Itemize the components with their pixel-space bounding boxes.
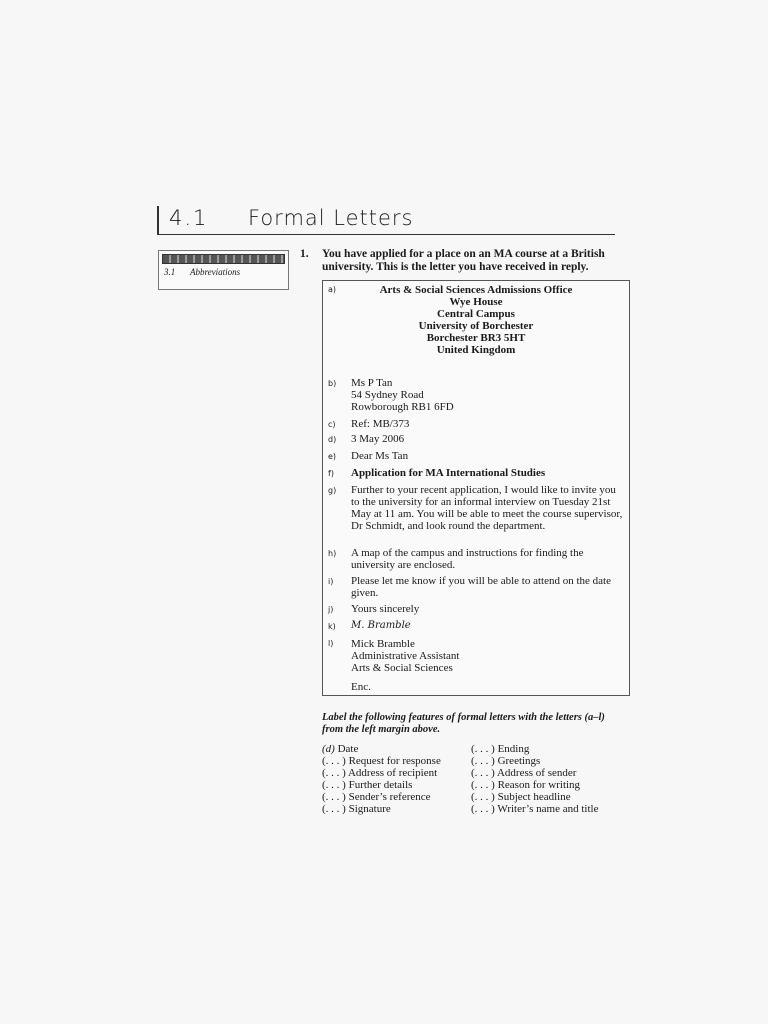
margin-label-k: k) <box>328 622 336 631</box>
cross-reference-box <box>158 250 289 290</box>
letter-date: 3 May 2006 <box>351 433 405 445</box>
sender-address-line: Central Campus <box>437 308 515 320</box>
question-text: You have applied for a place on an MA course at a British university. This is the letter you have received in reply. <box>322 248 605 273</box>
margin-label-c: c) <box>328 420 336 429</box>
option-left: (. . . ) Further details <box>322 779 413 791</box>
margin-label-d: d) <box>328 435 337 444</box>
option-left: (d) Date <box>322 743 359 755</box>
writer-name-line: Mick Bramble <box>351 638 415 650</box>
section-header <box>157 206 615 235</box>
option-left: (. . . ) Signature <box>322 803 391 815</box>
option-left: (. . . ) Address of recipient <box>322 767 438 779</box>
exercise-instruction: Label the following features of formal letters with the letters (a–l) from the left margin above. <box>322 712 605 735</box>
option-right: (. . . ) Subject headline <box>471 791 571 803</box>
sender-address-line: University of Borchester <box>418 320 534 332</box>
cross-reference-number: 3.1 <box>164 267 176 277</box>
letter-subject: Application for MA International Studies <box>351 467 546 479</box>
margin-label-f: f) <box>328 469 334 478</box>
recipient-address-line: Rowborough RB1 6FD <box>351 401 454 413</box>
sender-address-line: Wye House <box>449 296 503 308</box>
option-right: (. . . ) Address of sender <box>471 767 577 779</box>
section-number: 4.1 <box>169 206 209 230</box>
sample-letter <box>322 280 630 696</box>
enclosure-note: Enc. <box>351 681 371 693</box>
sender-address-line: Arts & Social Sciences Admissions Office <box>379 284 573 296</box>
option-left: (. . . ) Sender’s reference <box>322 791 431 803</box>
cross-reference-banner <box>162 254 285 264</box>
option-right: (. . . ) Writer’s name and title <box>471 803 599 815</box>
writer-name-title <box>351 638 623 674</box>
section-title: Formal Letters <box>248 206 414 230</box>
margin-label-a: a) <box>328 285 337 294</box>
letter-signature: M. Bramble <box>351 620 411 631</box>
sender-address-line: United Kingdom <box>436 344 516 356</box>
option-left: (. . . ) Request for response <box>322 755 441 767</box>
recipient-address-line: Ms P Tan <box>351 377 393 389</box>
margin-label-h: h) <box>328 549 337 558</box>
letter-body-paragraph: Please let me know if you will be able to attend on the date given. <box>351 575 611 599</box>
question-number: 1. <box>300 248 309 260</box>
margin-label-l: l) <box>328 639 334 648</box>
option-right: (. . . ) Reason for writing <box>471 779 581 791</box>
margin-label-b: b) <box>328 379 337 388</box>
recipient-address-line: 54 Sydney Road <box>351 389 424 401</box>
letter-body-paragraph: A map of the campus and instructions for finding the university are enclosed. <box>351 547 584 571</box>
margin-label-g: g) <box>328 486 337 495</box>
letter-greeting: Dear Ms Tan <box>351 450 409 462</box>
writer-name-line: Arts & Social Sciences <box>351 662 453 674</box>
option-right: (. . . ) Ending <box>471 743 530 755</box>
sender-address-line: Borchester BR3 5HT <box>426 332 526 344</box>
margin-label-j: j) <box>328 605 334 614</box>
letter-closing: Yours sincerely <box>351 603 420 615</box>
option-right: (. . . ) Greetings <box>471 755 541 767</box>
letter-body-paragraph: Further to your recent application, I would like to invite you to the university for an informal interview on Tuesday 21st May at 11 am. You will be able to meet the course supervisor, Dr Schmidt, and look round the department. <box>351 484 623 532</box>
margin-label-e: e) <box>328 452 337 461</box>
margin-label-i: i) <box>328 577 334 586</box>
cross-reference-text: Abbreviations <box>190 267 241 277</box>
sender-reference: Ref: MB/373 <box>351 418 410 430</box>
sender-address <box>323 284 629 356</box>
recipient-address <box>351 377 623 413</box>
writer-name-line: Administrative Assistant <box>351 650 460 662</box>
